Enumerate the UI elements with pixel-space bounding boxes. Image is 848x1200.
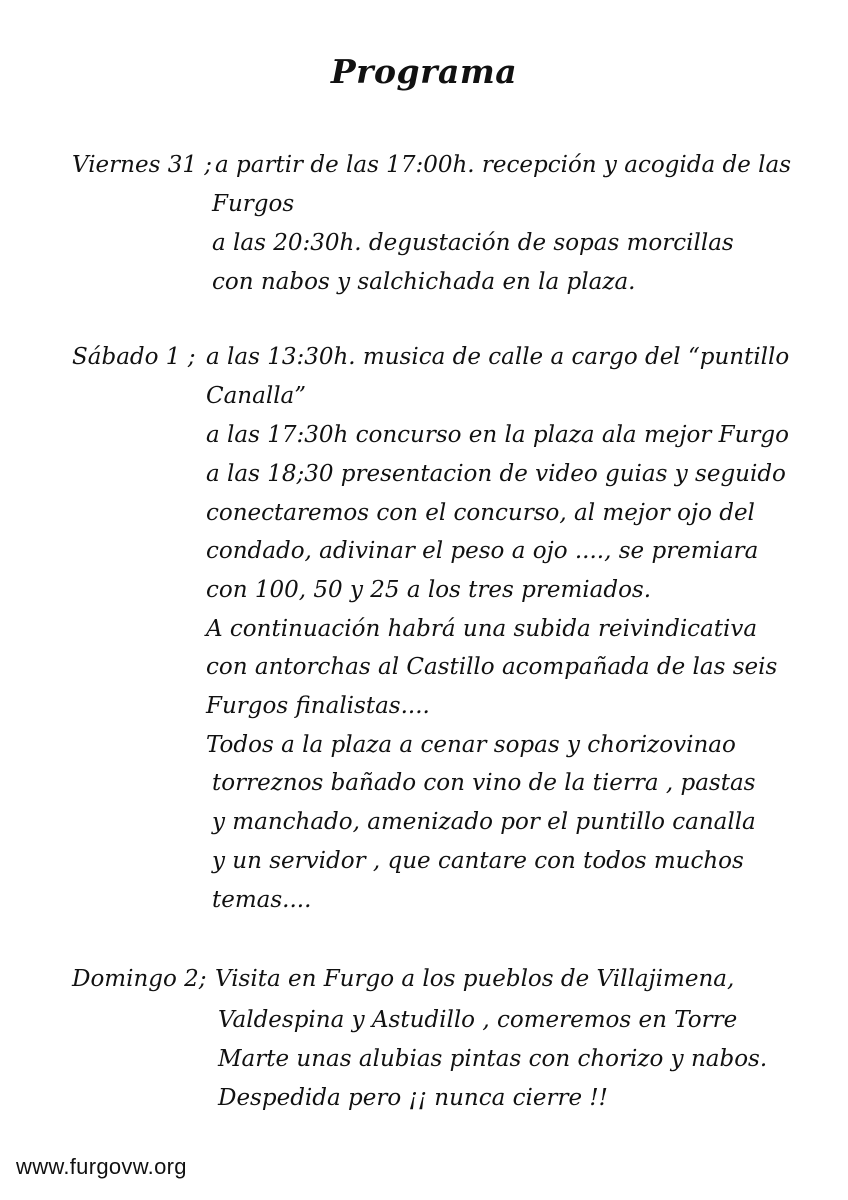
program-line: con nabos y salchichada en la plaza. — [212, 269, 636, 295]
page-title: Programa — [330, 52, 518, 91]
program-line: y un servidor , que cantare con todos muchos — [212, 848, 744, 874]
program-line: Valdespina y Astudillo , comeremos en Torre — [218, 1007, 738, 1033]
program-line: Visita en Furgo a los pueblos de Villajimena, — [215, 966, 735, 992]
day-label: Viernes 31 ; — [72, 152, 213, 178]
program-line: a las 17:30h concurso en la plaza ala mejor Furgo — [206, 422, 789, 448]
program-line: a las 18;30 presentacion de video guias y seguido — [206, 461, 786, 487]
program-line: Furgos — [212, 191, 295, 217]
program-line: Despedida pero ¡¡ nunca cierre !! — [218, 1085, 608, 1111]
program-line: Marte unas alubias pintas con chorizo y nabos. — [218, 1046, 768, 1072]
program-line: con 100, 50 y 25 a los tres premiados. — [206, 577, 652, 603]
program-line: temas.... — [212, 887, 312, 913]
program-line: a partir de las 17:00h. recepción y acogida de las — [215, 152, 792, 178]
website-footer: www.furgovw.org — [16, 1154, 187, 1179]
program-line: a las 13:30h. musica de calle a cargo del “puntillo — [206, 344, 790, 370]
program-line: Todos a la plaza a cenar sopas y chorizovinao — [206, 732, 736, 758]
program-line: condado, adivinar el peso a ojo ...., se premiara — [206, 538, 759, 564]
day-label: Sábado 1 ; — [72, 344, 196, 370]
program-line: Canalla” — [206, 383, 307, 409]
program-line: con antorchas al Castillo acompañada de las seis — [206, 654, 778, 680]
program-line: a las 20:30h. degustación de sopas morcillas — [212, 230, 734, 256]
program-line: y manchado, amenizado por el puntillo canalla — [212, 809, 756, 835]
program-line: conectaremos con el concurso, al mejor ojo del — [206, 500, 755, 526]
day-label: Domingo 2; — [72, 966, 207, 992]
program-line: A continuación habrá una subida reivindicativa — [206, 616, 758, 642]
program-line: torreznos bañado con vino de la tierra , pastas — [212, 770, 756, 796]
program-line: Furgos finalistas.... — [206, 693, 430, 719]
